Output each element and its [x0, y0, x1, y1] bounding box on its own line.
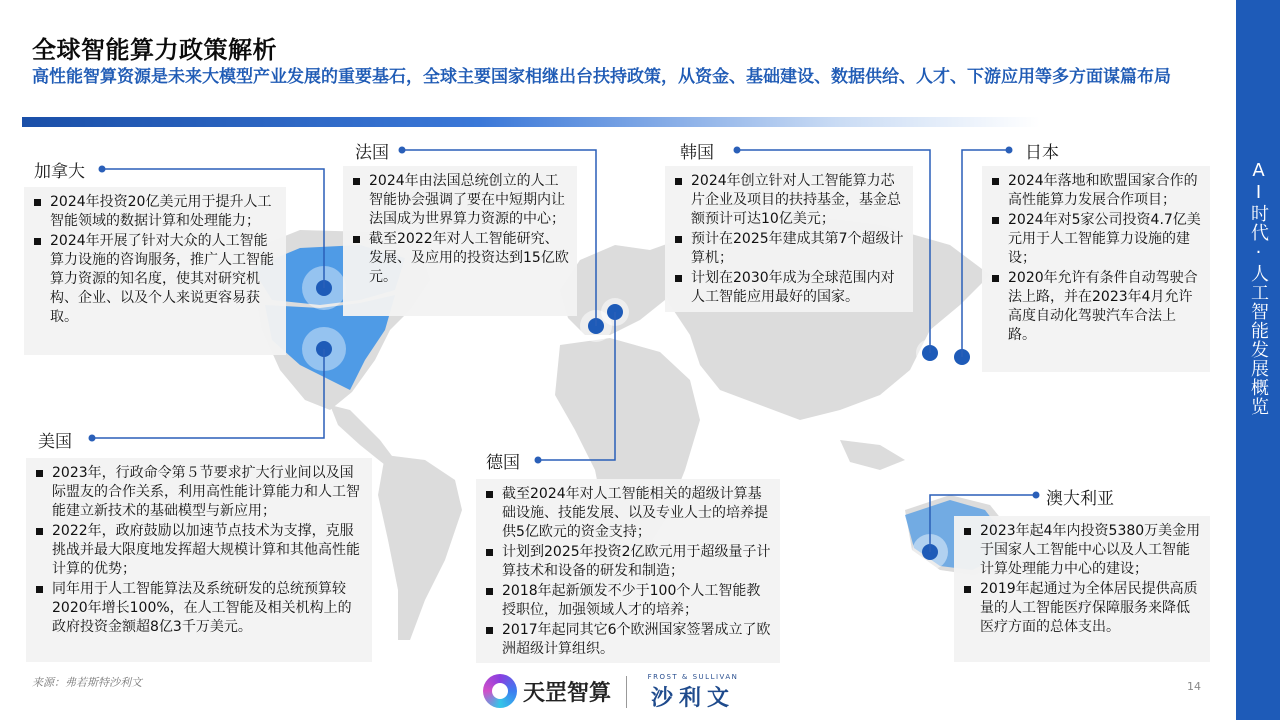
- japan-connector-dot: [1006, 147, 1013, 154]
- canada-connector-dot: [99, 166, 106, 173]
- south-america-shape: [378, 455, 462, 640]
- germany-policy-box: [476, 479, 780, 663]
- korea-policy-box: [665, 166, 913, 312]
- frost-sullivan-logo-en: FROST & SULLIVAN: [647, 673, 739, 681]
- usa-connector-dot: [89, 435, 96, 442]
- australia-connector-dot: [1033, 492, 1040, 499]
- france-connector-dot: [399, 147, 406, 154]
- list-item: 截至2022年对人工智能研究、发展、及应用的投资达到15亿欧元。: [351, 230, 569, 287]
- frost-sullivan-logo: [638, 673, 748, 712]
- usa-policy-box: [26, 458, 372, 662]
- list-item: 2017年起同其它6个欧洲国家签署成立了欧洲超级计算组织。: [484, 621, 772, 659]
- germany-label: 德国: [486, 453, 520, 473]
- list-item: 2024年创立针对人工智能算力芯片企业及项目的扶持基金，基金总额预计可达10亿美元；: [673, 172, 905, 229]
- japan-label: 日本: [1025, 143, 1059, 163]
- japan-policy-box: [982, 166, 1210, 372]
- france-label: 法国: [355, 143, 389, 163]
- tiangang-logo-text: 天罡智算: [523, 680, 612, 706]
- list-item: 2018年起新颁发不少于100个人工智能教授职位，加强领域人才的培养；: [484, 582, 772, 620]
- australia-label: 澳大利亚: [1046, 489, 1114, 509]
- logo-divider: [626, 676, 627, 708]
- sidebar-title: AI时代·人工智能发展概览: [1248, 160, 1269, 416]
- list-item: 同年用于人工智能算法及系统研发的总统预算较2020年增长100%，在人工智能及相关机构上的政府投资金额超8亿3千万美元。: [34, 580, 364, 637]
- right-sidebar: [1236, 0, 1280, 720]
- list-item: 2024年对5家公司投资4.7亿美元用于人工智能算力设施的建设；: [990, 211, 1202, 268]
- list-item: 2019年起通过为全体居民提供高质量的人工智能医疗保障服务来降低医疗方面的总体支出。: [962, 580, 1202, 637]
- tiangang-logo-icon: [483, 674, 517, 708]
- page-subtitle: 高性能智算资源是未来大模型产业发展的重要基石，全球主要国家相继出台扶持政策，从资金、基础建设、数据供给、人才、下游应用等多方面谋篇布局: [32, 67, 1171, 87]
- list-item: 2023年起4年内投资5380万美金用于国家人工智能中心以及人工智能计算处理能力中心的建设；: [962, 522, 1202, 579]
- list-item: 计划在2030年成为全球范围内对人工智能应用最好的国家。: [673, 269, 905, 307]
- germany-connector-dot: [535, 457, 542, 464]
- list-item: 截至2024年对人工智能相关的超级计算基础设施、技能发展、以及专业人士的培养提供5亿欧元的资金支持；: [484, 485, 772, 542]
- australia-policy-box: [954, 516, 1210, 662]
- list-item: 计划到2025年投资2亿欧元用于超级量子计算技术和设备的研发和制造；: [484, 543, 772, 581]
- frost-sullivan-logo-cn: 沙利文: [650, 686, 735, 711]
- list-item: 2024年开展了针对大众的人工智能算力设施的咨询服务，推广人工智能算力资源的知名度，使其对研究机构、企业、以及个人来说更容易获取。: [32, 232, 278, 327]
- korea-connector-dot: [734, 147, 741, 154]
- canada-policy-box: [24, 187, 286, 355]
- sea-islands-shape: [840, 440, 905, 470]
- france-policy-box: [343, 166, 577, 316]
- list-item: 2024年落地和欧盟国家合作的高性能算力发展合作项目；: [990, 172, 1202, 210]
- list-item: 预计在2025年建成其第7个超级计算机；: [673, 230, 905, 268]
- source-note: 来源：弗若斯特沙利文: [32, 676, 142, 689]
- list-item: 2024年由法国总统创立的人工智能协会强调了要在中短期内让法国成为世界算力资源的中心；: [351, 172, 569, 229]
- list-item: 2023年，行政命令第５节要求扩大行业间以及国际盟友的合作关系，利用高性能计算能力和人工智能建立新技术的基础模型与新应用；: [34, 464, 364, 521]
- usa-label: 美国: [38, 432, 72, 452]
- page-number: 14: [1187, 680, 1201, 693]
- page-title: 全球智能算力政策解析: [32, 36, 277, 64]
- canada-label: 加拿大: [34, 162, 85, 182]
- list-item: 2020年允许有条件自动驾驶合法上路，并在2023年4月允许高度自动化驾驶汽车合法上路。: [990, 269, 1202, 345]
- list-item: 2022年，政府鼓励以加速节点技术为支撑，克服挑战并最大限度地发挥超大规模计算和其他高性能计算的优势；: [34, 522, 364, 579]
- list-item: 2024年投资20亿美元用于提升人工智能领域的数据计算和处理能力；: [32, 193, 278, 231]
- korea-label: 韩国: [680, 143, 714, 163]
- tiangang-logo: [483, 674, 611, 708]
